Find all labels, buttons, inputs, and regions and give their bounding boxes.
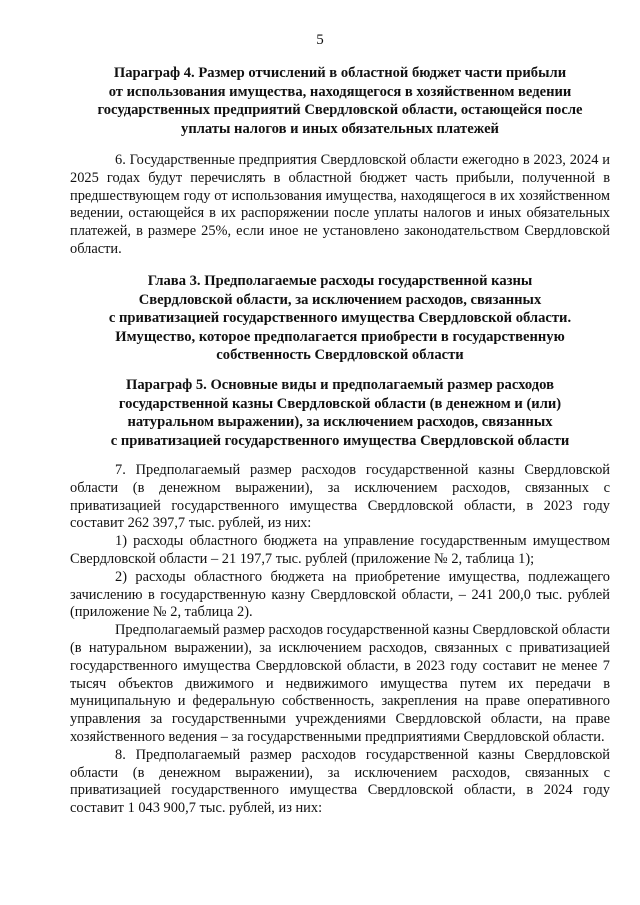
paragraph-5-heading [70, 376, 610, 450]
item-6-paragraph: 6. Государственные предприятия Свердловской области ежегодно в 2023, 2024 и 2025 годах будут перечислять в областной бюджет часть прибыли, полученной в предшествующем году от использования имущества, находящегося в их хозяйственном ведении, остающейся в их распоряжении после уплаты налогов и иных обязательных платежей, в размере 25%, если иное не установлено законодательством Свердловской области. [70, 152, 610, 257]
item-7-subitem-2: 2) расходы областного бюджета на приобретение имущества, подлежащего зачислению в государственную казну Свердловской области, – 241 200,0 тыс. рублей (приложение № 2, таблица 2). [70, 568, 610, 621]
heading-line: Глава 3. Предполагаемые расходы государственной казны [147, 273, 533, 289]
item-7-subitem-1: 1) расходы областного бюджета на управление государственным имуществом Свердловской области – 21 197,7 тыс. рублей (приложение № 2, таблица 1); [70, 533, 610, 567]
item-6-block [70, 152, 610, 259]
heading-line: натуральном выражении), за исключением расходов, связанных [127, 414, 553, 431]
heading-line: от использования имущества, находящегося в хозяйственном ведении [108, 83, 572, 100]
item-7-paragraph: 7. Предполагаемый размер расходов государственной казны Свердловской области (в денежном выражении), за исключением расходов, связанных с приватизацией государственного имущества Свердловской области, в 2023 году составит 262 397,7 тыс. рублей, из них: [70, 462, 610, 532]
heading-line: с приватизацией государственного имущества Свердловской области [110, 432, 570, 449]
paragraph-4-heading [70, 64, 610, 138]
heading-line: государственных предприятий Свердловской области, остающейся после [97, 102, 583, 119]
chapter-3-heading [70, 272, 610, 365]
page-number: 5 [316, 32, 324, 48]
heading-line: с приватизацией государственного имущества Свердловской области. [108, 310, 572, 327]
heading-line: собственность Свердловской области [216, 347, 464, 364]
heading-line: уплаты налогов и иных обязательных платежей [181, 120, 499, 137]
heading-line: Параграф 4. Размер отчислений в областной бюджет части прибыли [113, 65, 567, 81]
heading-line: государственной казны Свердловской области (в денежном и (или) [118, 395, 562, 412]
item-8-paragraph: 8. Предполагаемый размер расходов государственной казны Свердловской области (в денежном выражении), за исключением расходов, связанных с приватизацией государственного имущества Свердловской области, в 2024 году составит 1 043 900,7 тыс. рублей, из них: [70, 746, 610, 817]
heading-line: Имущество, которое предполагается приобрести в государственную [115, 328, 565, 345]
item-7-natural-paragraph: Предполагаемый размер расходов государственной казны Свердловской области (в натуральном выражении), за исключением расходов, связанных с приватизацией государственного имущества Свердловской области, в 2023 году составит не менее 7 тысяч объектов движимого и недвижимого имущества путем их передачи в муниципальную и федеральную собственность, закрепления на праве оперативного управления за государственными учреждениями Свердловской области, на праве хозяйственного ведения – за государственными предприятиями Свердловской области. [70, 622, 610, 745]
heading-line: Свердловской области, за исключением расходов, связанных [138, 291, 542, 308]
items-7-8-block [70, 462, 610, 818]
heading-line: Параграф 5. Основные виды и предполагаемый размер расходов [126, 377, 554, 393]
